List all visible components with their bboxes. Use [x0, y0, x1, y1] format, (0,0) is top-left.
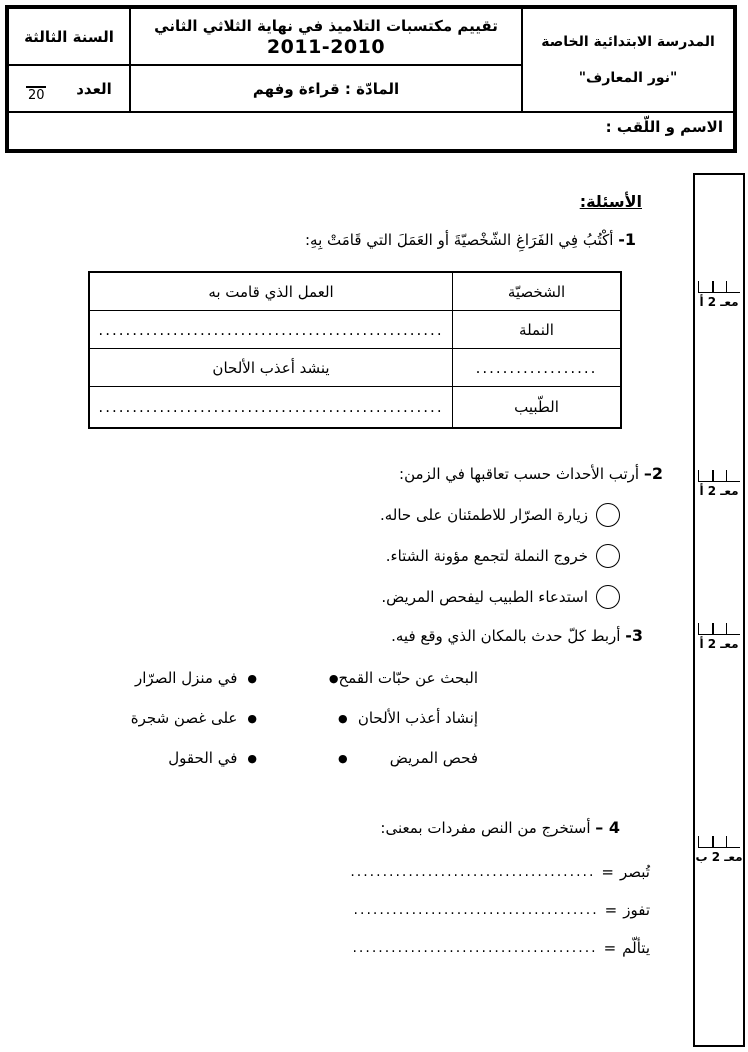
score-mark-label: معـ 2 أ: [699, 295, 739, 309]
q3-place-1: [112, 658, 257, 698]
match-bullet[interactable]: ●: [247, 671, 257, 685]
school-subname: "نور المعارف": [578, 70, 678, 87]
q4-answer-blank[interactable]: ......................................: [352, 940, 598, 956]
match-bullet[interactable]: ●: [338, 751, 348, 765]
equals-sign: =: [601, 863, 614, 881]
title-cell: [129, 9, 521, 66]
q3-event-text: البحث عن حبّات القمح: [338, 669, 478, 687]
q4-answer-blank[interactable]: ......................................: [353, 902, 599, 918]
match-bullet[interactable]: ●: [247, 751, 257, 765]
match-bullet[interactable]: ●: [338, 711, 348, 725]
q1-row1-character: النملة: [452, 311, 620, 349]
q3-place-2: [112, 698, 257, 738]
equals-sign: =: [603, 939, 617, 957]
name-label: الاسم و اللّقب :: [605, 118, 723, 136]
q4-word: يتألّم: [622, 939, 650, 957]
q3-place-text: في الحقول: [168, 749, 238, 767]
q4-number: 4 –: [595, 818, 620, 837]
q1-col-character: الشخصيّة: [452, 273, 620, 311]
order-circle[interactable]: [596, 503, 620, 527]
q2-lead: [399, 464, 663, 483]
score-mark-q3: [695, 623, 743, 651]
q1-row2-action: ينشد أعذب الألحان: [90, 349, 452, 387]
q3-event-text: فحص المريض: [389, 749, 478, 767]
score-fraction[interactable]: [26, 86, 46, 102]
score-ruler: [698, 623, 740, 635]
q2-item-3: [381, 585, 620, 609]
q3-event-1: [328, 658, 478, 698]
grade-label: السنة الثالثة: [24, 27, 114, 46]
score-cell: [9, 66, 129, 111]
q2-item-text: خروج النملة لتجمع مؤونة الشتاء.: [385, 547, 588, 565]
score-mark-label: معـ 2 أ: [699, 637, 739, 651]
q4-word: تفوز: [623, 901, 650, 919]
q2-number: 2–: [643, 464, 663, 483]
score-denominator: 20: [27, 87, 45, 103]
q2-lead-text: أرتب الأحداث حسب تعاقبها في الزمن:: [399, 465, 640, 483]
questions-heading: الأسئلة:: [579, 192, 642, 211]
order-circle[interactable]: [596, 544, 620, 568]
score-mark-label: معـ 2 أ: [699, 484, 739, 498]
q1-row1-action-blank[interactable]: ...................................................: [90, 311, 452, 349]
q1-number: 1-: [618, 230, 636, 249]
q3-lead: [391, 626, 643, 645]
q3-place-text: على غصن شجرة: [130, 709, 238, 727]
q4-word-line-2: [354, 891, 650, 929]
grade-cell: [9, 9, 129, 66]
score-mark-q2: [695, 470, 743, 498]
score-margin-strip: [693, 173, 745, 1047]
score-ruler: [698, 281, 740, 293]
q3-events-column: [328, 658, 478, 778]
q2-item-text: استدعاء الطبيب ليفحص المريض.: [381, 588, 588, 606]
q3-places-column: [112, 658, 257, 778]
subject-cell: [129, 66, 521, 111]
q1-lead-text: أكْتُبُ فِي الفَرَاغِ الشّخْصيّةَ أو العَمَلَ التي قَامَتْ بِهِ:: [305, 231, 614, 249]
q2-item-text: زيارة الصرّار للاطمئنان على حاله.: [379, 506, 588, 524]
match-bullet[interactable]: ●: [247, 711, 257, 725]
order-circle[interactable]: [596, 585, 620, 609]
q1-table: [88, 271, 622, 429]
equals-sign: =: [604, 901, 618, 919]
q4-answer-blank[interactable]: ......................................: [350, 864, 596, 880]
q3-lead-text: أربط كلّ حدث بالمكان الذي وقع فيه.: [391, 627, 621, 645]
q1-col-action: العمل الذي قامت به: [90, 273, 452, 311]
q3-event-text: إنشاد أعذب الألحان: [357, 709, 478, 727]
q3-event-2: [338, 698, 478, 738]
subject-label: المادّة : قراءة وفهم: [252, 79, 400, 98]
match-bullet[interactable]: ●: [328, 671, 339, 685]
q1-lead: [305, 230, 636, 249]
school-cell: [521, 9, 733, 111]
score-mark-q1: [695, 281, 743, 309]
score-ruler: [698, 470, 740, 482]
header-table: [5, 5, 737, 153]
q2-item-2: [386, 544, 620, 568]
school-name: المدرسة الابتدائية الخاصة: [541, 33, 715, 50]
header-grid: [8, 8, 734, 150]
score-label: العدد: [76, 79, 112, 98]
name-row[interactable]: [9, 111, 733, 149]
score-mark-q4: [695, 836, 743, 864]
q4-word-line-1: [350, 853, 650, 891]
exam-title: تقييم مكتسبات التلاميذ في نهاية الثلاثي الثاني: [154, 16, 498, 35]
q3-number: 3-: [625, 626, 643, 645]
q1-row3-action-blank[interactable]: ...................................................: [98, 398, 444, 416]
q4-lead: [380, 818, 620, 837]
q3-place-3: [112, 738, 257, 778]
q4-word-line-3: [352, 929, 650, 967]
q2-item-1: [380, 503, 620, 527]
q4-lead-text: أستخرج من النص مفردات بمعنى:: [380, 819, 591, 837]
score-mark-label: معـ 2 ب: [695, 850, 743, 864]
q1-row3-character: الطّبيب: [452, 387, 620, 427]
q4-word: تُبصر: [620, 863, 650, 881]
exam-year: 2011-2010: [266, 35, 386, 58]
q3-event-3: [338, 738, 478, 778]
q1-row2-character-blank[interactable]: ..................: [452, 349, 620, 387]
q3-place-text: في منزل الصرّار: [135, 669, 238, 687]
score-ruler: [698, 836, 740, 848]
